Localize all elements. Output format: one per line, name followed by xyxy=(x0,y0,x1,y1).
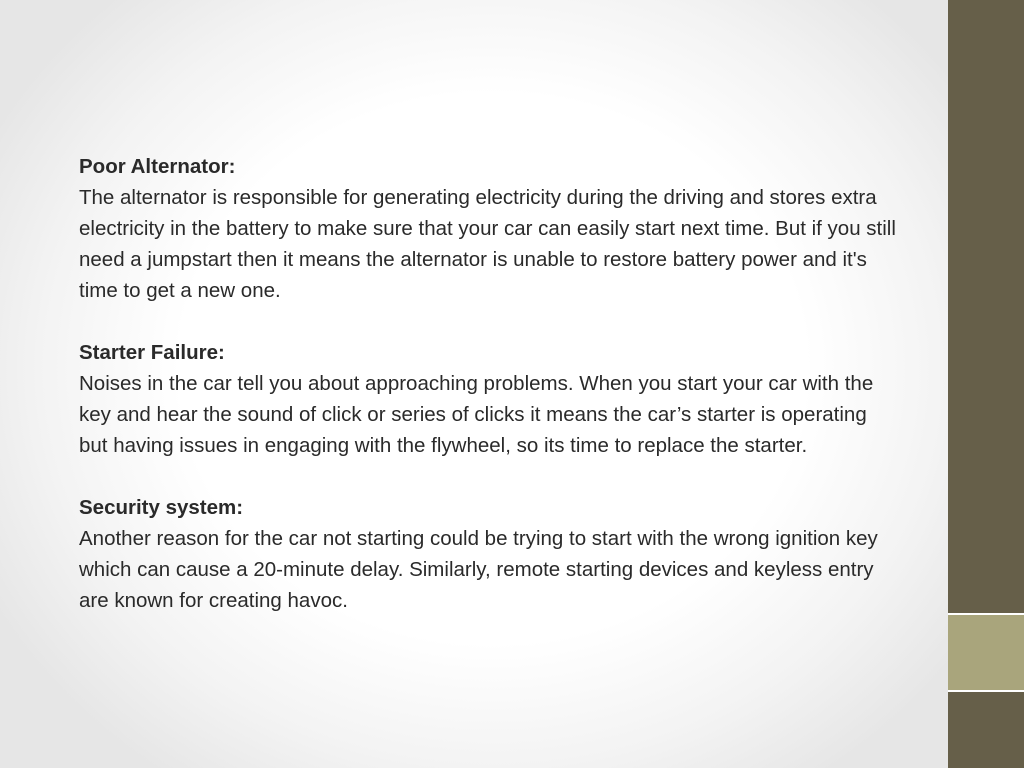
side-divider-bottom xyxy=(948,690,1024,692)
section-starter-failure xyxy=(79,337,899,461)
section-security-system xyxy=(79,492,899,616)
section-heading: Starter Failure: xyxy=(79,341,225,364)
side-accent-block xyxy=(948,615,1024,690)
section-heading: Security system: xyxy=(79,496,244,519)
section-body: The alternator is responsible for generating electricity during the driving and stores extra electricity in the battery to make sure that your car can easily start next time. But if you still need a jumpstart then it means the alternator is unable to restore battery power and it's time to get a new one. xyxy=(79,186,896,302)
section-body: Noises in the car tell you about approaching problems. When you start your car with the key and hear the sound of click or series of clicks it means the car’s starter is operating but having issues in engaging with the flywheel, so its time to replace the starter. xyxy=(79,372,874,457)
section-heading: Poor Alternator: xyxy=(79,155,236,178)
slide-content xyxy=(79,151,899,647)
section-poor-alternator xyxy=(79,151,899,306)
section-body: Another reason for the car not starting could be trying to start with the wrong ignition key which can cause a 20-minute delay. Similarly, remote starting devices and keyless entry are known for creating havoc. xyxy=(79,527,878,612)
